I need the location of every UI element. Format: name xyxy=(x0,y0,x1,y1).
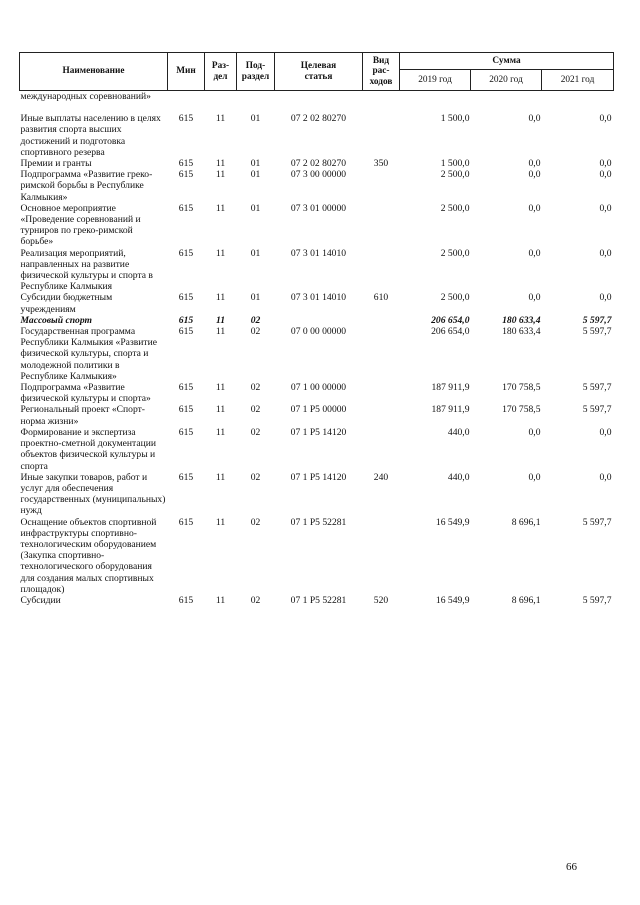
table-row xyxy=(20,315,614,326)
row-razdel: 11 xyxy=(215,247,226,259)
row-celevaya xyxy=(275,91,363,103)
row-name: Иные закупки товаров, работ и услуг для обеспечения государственных (муниципальных) нужд xyxy=(20,471,166,517)
row-podrazdel: 02 xyxy=(250,404,261,416)
row-2019: 206 654,0 xyxy=(431,314,470,326)
row-min: 615 xyxy=(178,158,194,170)
row-2020: 180 633,4 xyxy=(502,326,541,338)
row-celevaya: 07 0 00 00000 xyxy=(290,326,347,338)
row-podrazdel: 02 xyxy=(250,516,261,528)
row-2019: 440,0 xyxy=(447,471,470,483)
row-vid: 610 xyxy=(373,292,389,304)
row-2021: 5 597,7 xyxy=(582,326,612,338)
row-celevaya: 07 1 Р5 14120 xyxy=(290,471,347,483)
table-row xyxy=(20,427,614,472)
row-2019 xyxy=(400,102,471,113)
row-celevaya: 07 1 00 00000 xyxy=(290,382,347,394)
row-2021: 0,0 xyxy=(599,292,612,304)
row-2021 xyxy=(542,91,614,103)
row-2021: 5 597,7 xyxy=(582,594,612,606)
row-2019: 187 911,9 xyxy=(431,382,470,394)
row-2021: 5 597,7 xyxy=(582,382,612,394)
row-podrazdel: 01 xyxy=(250,292,261,304)
row-2020: 0,0 xyxy=(528,202,541,214)
row-name: Массовый спорт xyxy=(20,314,92,326)
row-name: Реализация мероприятий, направленных на развитие физической культуры и спорта в Республике Калмыкия xyxy=(20,247,153,293)
row-2021: 5 597,7 xyxy=(582,516,612,528)
row-celevaya: 07 2 02 80270 xyxy=(290,158,347,170)
header-2020: 2020 год xyxy=(471,70,542,91)
row-razdel: 11 xyxy=(215,326,226,338)
row-2021: 0,0 xyxy=(599,247,612,259)
row-2021: 0,0 xyxy=(599,471,612,483)
row-2021: 0,0 xyxy=(599,202,612,214)
row-celevaya: 07 2 02 80270 xyxy=(290,113,347,125)
row-min: 615 xyxy=(178,292,194,304)
row-vid xyxy=(363,169,400,203)
row-razdel: 11 xyxy=(215,382,226,394)
table-row xyxy=(20,292,614,314)
row-2019: 2 500,0 xyxy=(440,202,470,214)
table-row xyxy=(20,102,614,113)
row-2020 xyxy=(471,102,542,113)
row-celevaya: 07 3 01 14010 xyxy=(290,247,347,259)
row-podrazdel: 01 xyxy=(250,247,261,259)
row-2020 xyxy=(471,91,542,103)
row-celevaya xyxy=(275,102,363,113)
row-vid xyxy=(363,113,400,158)
header-vid: Вид рас- ходов xyxy=(363,53,400,91)
row-min xyxy=(168,102,205,113)
row-razdel: 11 xyxy=(215,292,226,304)
row-vid xyxy=(363,404,400,426)
row-2020: 0,0 xyxy=(528,426,541,438)
row-razdel: 11 xyxy=(215,314,226,326)
row-podrazdel xyxy=(237,102,275,113)
row-2020: 0,0 xyxy=(528,158,541,170)
table-row xyxy=(20,517,614,595)
table-row xyxy=(20,472,614,517)
row-razdel: 11 xyxy=(215,113,226,125)
row-razdel: 11 xyxy=(215,404,226,416)
row-2020: 0,0 xyxy=(528,247,541,259)
row-2021: 5 597,7 xyxy=(582,404,612,416)
row-razdel: 11 xyxy=(215,158,226,170)
row-2021: 0,0 xyxy=(599,113,612,125)
row-min: 615 xyxy=(178,516,194,528)
table-row xyxy=(20,158,614,169)
row-podrazdel: 02 xyxy=(250,426,261,438)
row-name: Региональный проект «Спорт-норма жизни» xyxy=(20,404,145,427)
row-min: 615 xyxy=(178,471,194,483)
row-vid: 520 xyxy=(373,594,389,606)
row-name: международных соревнований» xyxy=(20,91,151,102)
row-2021: 0,0 xyxy=(599,426,612,438)
header-razdel: Раз- дел xyxy=(205,53,237,91)
row-vid xyxy=(363,315,400,326)
header-naimenovanie: Наименование xyxy=(20,53,168,91)
row-min: 615 xyxy=(178,594,194,606)
row-2019: 1 500,0 xyxy=(440,158,470,170)
row-podrazdel: 02 xyxy=(250,314,261,326)
row-vid xyxy=(363,427,400,472)
row-2020: 8 696,1 xyxy=(511,594,541,606)
row-name: Подпрограмма «Развитие греко-римской борьбы в Республике Калмыкия» xyxy=(20,169,153,203)
row-2019: 187 911,9 xyxy=(431,404,470,416)
row-vid: 240 xyxy=(373,471,389,483)
row-name: Субсидии xyxy=(20,594,61,606)
row-2019: 2 500,0 xyxy=(440,169,470,181)
row-2020: 0,0 xyxy=(528,113,541,125)
row-2019: 1 500,0 xyxy=(440,113,470,125)
row-2019: 16 549,9 xyxy=(435,594,470,606)
row-min: 615 xyxy=(178,314,194,326)
row-2019: 206 654,0 xyxy=(431,326,470,338)
row-podrazdel: 01 xyxy=(250,169,261,181)
row-razdel: 11 xyxy=(215,471,226,483)
row-min: 615 xyxy=(178,202,194,214)
row-2020: 170 758,5 xyxy=(502,404,541,416)
row-vid: 350 xyxy=(373,158,389,170)
row-celevaya: 07 1 Р5 00000 xyxy=(290,404,347,416)
header-celevaya: Целевая статья xyxy=(275,53,363,91)
row-2019 xyxy=(400,91,471,103)
row-celevaya: 07 1 Р5 52281 xyxy=(290,516,347,528)
row-razdel xyxy=(205,91,237,103)
row-name: Оснащение объектов спортивной инфраструктуры спортивно-технологическим оборудованием (Закупка спортивно-технологического оборудования для создания малых спортивных площадок) xyxy=(20,516,157,595)
row-vid xyxy=(363,382,400,404)
row-vid xyxy=(363,102,400,113)
header-min: Мин xyxy=(168,53,205,91)
row-podrazdel: 01 xyxy=(250,202,261,214)
row-celevaya: 07 1 Р5 52281 xyxy=(290,594,347,606)
table-row xyxy=(20,169,614,203)
budget-table xyxy=(19,52,614,606)
table-row xyxy=(20,248,614,293)
row-2021 xyxy=(542,102,614,113)
row-vid xyxy=(363,248,400,293)
table-row xyxy=(20,91,614,103)
row-razdel xyxy=(205,102,237,113)
row-podrazdel: 01 xyxy=(250,158,261,170)
row-name: Премии и гранты xyxy=(20,158,92,170)
row-min: 615 xyxy=(178,113,194,125)
row-name: Субсидии бюджетным учреждениям xyxy=(20,292,113,315)
row-min: 615 xyxy=(178,326,194,338)
table-row xyxy=(20,404,614,426)
row-2019: 2 500,0 xyxy=(440,247,470,259)
row-2021: 0,0 xyxy=(599,158,612,170)
row-min: 615 xyxy=(178,426,194,438)
row-2020: 180 633,4 xyxy=(502,314,541,326)
row-min xyxy=(168,91,205,103)
table-row xyxy=(20,326,614,382)
row-vid xyxy=(363,517,400,595)
header-2021: 2021 год xyxy=(542,70,614,91)
table-header xyxy=(20,53,614,91)
row-razdel: 11 xyxy=(215,516,226,528)
row-2019: 2 500,0 xyxy=(440,292,470,304)
row-2021: 5 597,7 xyxy=(582,314,612,326)
row-podrazdel: 02 xyxy=(250,594,261,606)
header-2019: 2019 год xyxy=(400,70,471,91)
row-podrazdel: 02 xyxy=(250,471,261,483)
row-min: 615 xyxy=(178,382,194,394)
row-name xyxy=(20,102,168,113)
row-2019: 440,0 xyxy=(447,426,470,438)
row-2019: 16 549,9 xyxy=(435,516,470,528)
table-row xyxy=(20,113,614,158)
row-razdel: 11 xyxy=(215,426,226,438)
row-vid xyxy=(363,203,400,248)
row-name: Формирование и экспертиза проектно-сметной документации объектов физической культуры и спорта xyxy=(20,426,157,472)
row-podrazdel xyxy=(237,91,275,103)
row-2020: 0,0 xyxy=(528,471,541,483)
row-podrazdel: 01 xyxy=(250,113,261,125)
table-row xyxy=(20,203,614,248)
row-podrazdel: 02 xyxy=(250,326,261,338)
table-body xyxy=(20,91,614,607)
row-vid xyxy=(363,326,400,382)
row-name: Иные выплаты населению в целях развития спорта высших достижений и подготовка спортивного резерва xyxy=(20,113,161,158)
row-name: Государственная программа Республики Калмыкия «Развитие физической культуры, спорта и молодежной политики в Республике Калмыкия» xyxy=(20,326,157,382)
row-celevaya: 07 1 Р5 14120 xyxy=(290,426,347,438)
page-number: 66 xyxy=(566,861,577,873)
header-podrazdel: Под- раздел xyxy=(237,53,275,91)
row-celevaya: 07 3 01 00000 xyxy=(290,202,347,214)
row-min: 615 xyxy=(178,247,194,259)
row-min: 615 xyxy=(178,404,194,416)
row-name: Основное мероприятие «Проведение соревнований и турниров по греко-римской борьбе» xyxy=(20,202,141,248)
row-podrazdel: 02 xyxy=(250,382,261,394)
row-2021: 0,0 xyxy=(599,169,612,181)
table-row xyxy=(20,595,614,606)
row-celevaya: 07 3 00 00000 xyxy=(290,169,347,181)
row-razdel: 11 xyxy=(215,202,226,214)
row-2020: 0,0 xyxy=(528,292,541,304)
table-row xyxy=(20,382,614,404)
row-name: Подпрограмма «Развитие физической культуры и спорта» xyxy=(20,382,151,405)
row-razdel: 11 xyxy=(215,594,226,606)
row-razdel: 11 xyxy=(215,169,226,181)
row-celevaya xyxy=(275,315,363,326)
row-vid xyxy=(363,91,400,103)
row-min: 615 xyxy=(178,169,194,181)
header-summa: Сумма xyxy=(400,53,614,70)
row-celevaya: 07 3 01 14010 xyxy=(290,292,347,304)
row-2020: 170 758,5 xyxy=(502,382,541,394)
row-2020: 0,0 xyxy=(528,169,541,181)
row-2020: 8 696,1 xyxy=(511,516,541,528)
